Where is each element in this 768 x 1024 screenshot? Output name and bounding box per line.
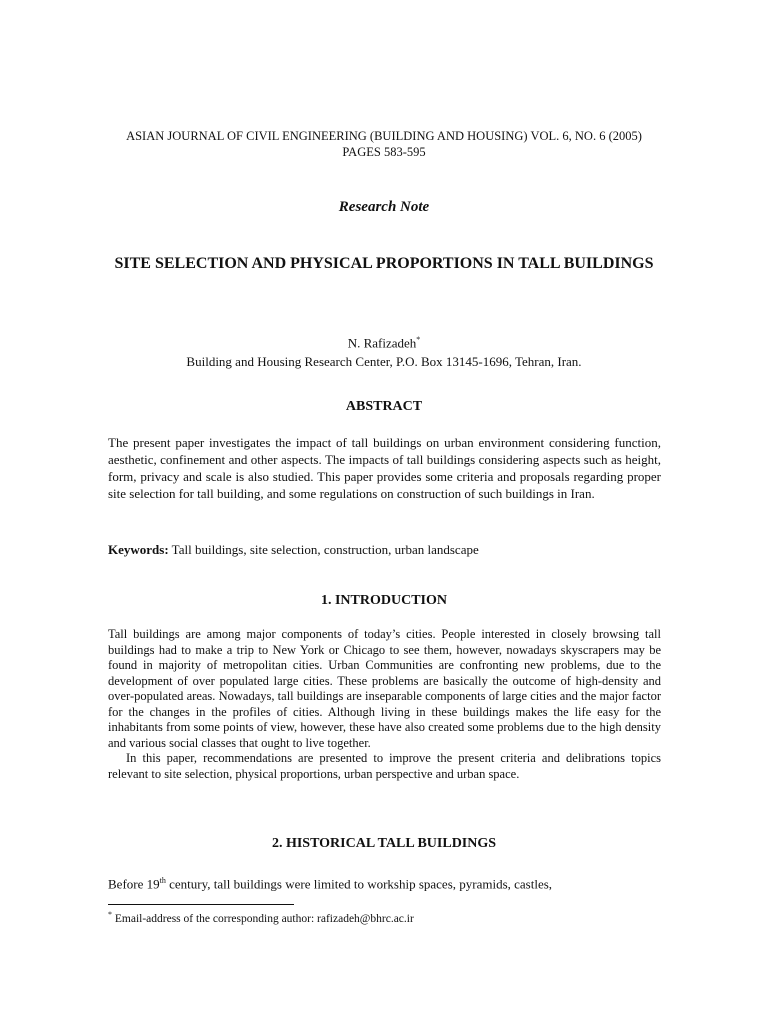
introduction-paragraph-2: In this paper, recommendations are presented to improve the present criteria and delibrations topics relevant to site selection, physical proportions, urban perspective and urban space. <box>108 751 661 781</box>
footnote-text: Email-address of the corresponding author: rafizadeh@bhrc.ac.ir <box>112 912 414 925</box>
pages-line: PAGES 583-595 <box>342 145 426 159</box>
footnote <box>108 910 414 925</box>
historical-text <box>108 872 661 892</box>
author-name-line <box>0 330 768 352</box>
introduction-paragraph-1: Tall buildings are among major components of today’s cities. People interested in closely browsing tall buildings had to make a trip to New York or Chicago to see them, however, nowadays skyscrapers may be found in majority of metropolitan cities. Urban Communities are confronting new problems, due to the development of over populated large cities. These problems are basically the outcome of high-density and over-populated areas. Nowadays, tall buildings are inseparable components of large cities and the major factor for the changes in the profiles of cities. Although living in these buildings makes the life easy for the inhabitants from some points of view, however, these have also created some problems due to the high density and various social classes that ought to live together. <box>108 627 661 750</box>
author-affiliation: Building and Housing Research Center, P.O. Box 13145-1696, Tehran, Iran. <box>186 354 582 370</box>
author-name: N. Rafizadeh <box>347 335 417 351</box>
abstract-text: The present paper investigates the impact of tall buildings on urban environment considering function, aesthetic, confinement and other aspects. The impacts of tall buildings considering aspects such as height, form, privacy and scale is also studied. This paper provides some criteria and proposals regarding proper site selection for tall building, and some regulations on construction of such buildings in Iran. <box>108 435 661 501</box>
historical-text-start: Before 19 <box>108 876 160 892</box>
author-mark: * <box>416 335 421 344</box>
keywords-label: Keywords: <box>108 542 169 557</box>
journal-header <box>0 128 768 160</box>
abstract-heading: ABSTRACT <box>345 399 423 414</box>
keywords-text: Tall buildings, site selection, construction, urban landscape <box>168 542 479 557</box>
introduction-body <box>108 627 661 782</box>
introduction-heading: 1. INTRODUCTION <box>320 593 447 608</box>
article-type: Research Note <box>338 199 430 215</box>
historical-sup: th <box>159 876 166 885</box>
journal-line: ASIAN JOURNAL OF CIVIL ENGINEERING (BUILDING AND HOUSING) VOL. 6, NO. 6 (2005) <box>126 129 642 143</box>
footnote-rule <box>108 904 294 905</box>
paper-title: SITE SELECTION AND PHYSICAL PROPORTIONS IN TALL BUILDINGS <box>114 255 654 272</box>
footnote-mark: * <box>108 910 112 919</box>
keywords <box>108 541 661 558</box>
author-block <box>0 330 768 371</box>
historical-heading: 2. HISTORICAL TALL BUILDINGS <box>271 836 497 851</box>
historical-text-end: century, tall buildings were limited to workship spaces, pyramids, castles, <box>165 876 553 892</box>
